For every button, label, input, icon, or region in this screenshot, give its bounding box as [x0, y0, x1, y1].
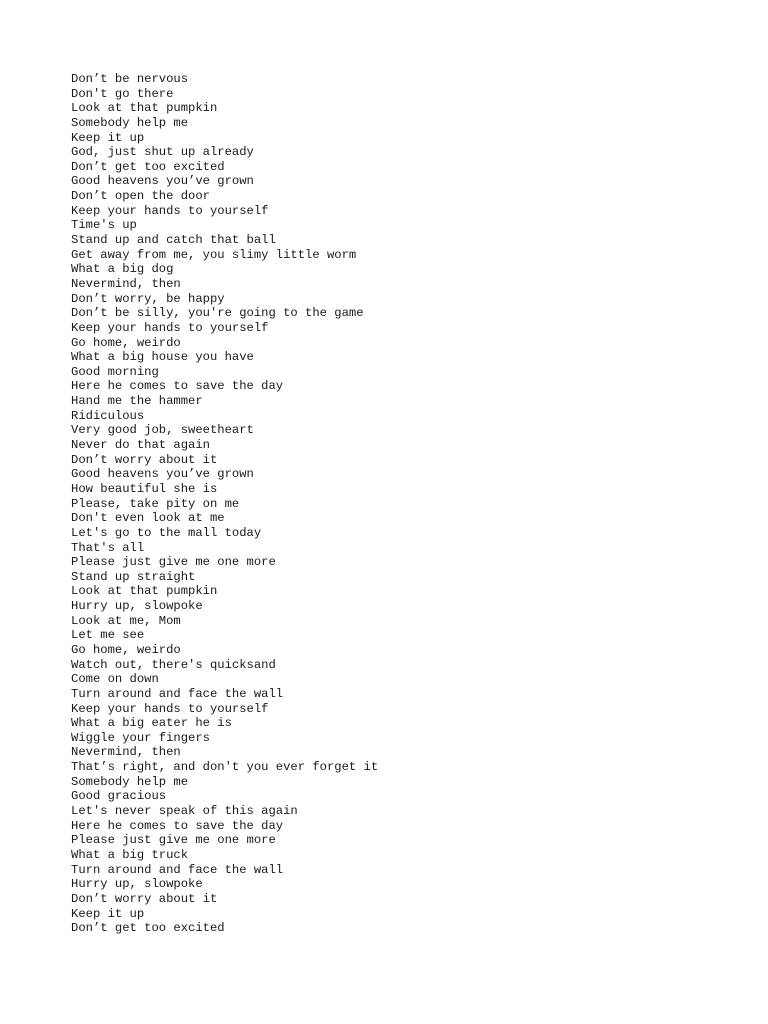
text-line: Keep your hands to yourself: [71, 203, 269, 218]
text-line: Don’t be nervous: [71, 72, 189, 86]
text-line: Let me see: [71, 628, 145, 643]
text-line: Stand up and catch that ball: [71, 233, 276, 248]
text-line: How beautiful she is: [71, 481, 218, 496]
text-line: That's all: [71, 540, 145, 555]
text-line: Somebody help me: [71, 774, 189, 789]
text-line: Nevermind, then: [71, 276, 181, 291]
text-line: Here he comes to save the day: [71, 379, 284, 394]
text-line: God, just shut up already: [71, 145, 254, 160]
text-line: What a big dog: [71, 262, 174, 277]
text-line: Don’t get too excited: [71, 921, 225, 936]
text-line: What a big eater he is: [71, 716, 232, 731]
text-line: Wiggle your fingers: [71, 730, 210, 745]
text-line: Keep your hands to yourself: [71, 320, 269, 335]
text-line: Come on down: [71, 672, 159, 687]
text-line: Don't go there: [71, 86, 174, 101]
text-line: Look at that pumpkin: [71, 101, 218, 116]
text-line: Never do that again: [71, 438, 210, 453]
text-line: Go home, weirdo: [71, 335, 181, 350]
text-line: Please, take pity on me: [71, 496, 240, 511]
text-line: Please just give me one more: [71, 555, 276, 570]
text-line: Nevermind, then: [71, 745, 181, 760]
phrase-list: [71, 72, 378, 936]
text-line: Get away from me, you slimy little worm: [71, 247, 357, 262]
text-line: Hand me the hammer: [71, 394, 203, 409]
text-line: Turn around and face the wall: [71, 686, 284, 701]
text-line: Time's up: [71, 218, 137, 233]
text-line: Don’t worry about it: [71, 891, 218, 906]
text-line: Good heavens you’ve grown: [71, 467, 254, 482]
text-line: Stand up straight: [71, 569, 196, 584]
text-line: Don’t be silly, you're going to the game: [71, 306, 364, 321]
text-line: Keep it up: [71, 130, 145, 145]
text-line: Don’t worry about it: [71, 452, 218, 467]
text-line: Watch out, there's quicksand: [71, 657, 276, 672]
text-line: Ridiculous: [71, 408, 145, 423]
text-line: Look at that pumpkin: [71, 584, 218, 599]
text-line: What a big truck: [71, 847, 189, 862]
text-line: Somebody help me: [71, 115, 189, 130]
text-line: Good morning: [71, 364, 159, 379]
text-line: Don’t open the door: [71, 189, 210, 204]
text-line: Hurry up, slowpoke: [71, 599, 203, 614]
text-line: Go home, weirdo: [71, 642, 181, 657]
text-line: Turn around and face the wall: [71, 862, 284, 877]
text-line: Please just give me one more: [71, 833, 276, 848]
text-line: Here he comes to save the day: [71, 818, 284, 833]
text-line: Good heavens you’ve grown: [71, 174, 254, 189]
text-line: Very good job, sweetheart: [71, 423, 254, 438]
text-line: Don’t get too excited: [71, 159, 225, 174]
text-line: Let's never speak of this again: [71, 804, 298, 819]
text-line: Don’t worry, be happy: [71, 291, 225, 306]
text-line: Good gracious: [71, 789, 167, 804]
text-line: What a big house you have: [71, 350, 254, 365]
text-line: Don't even look at me: [71, 511, 225, 526]
text-line: Let's go to the mall today: [71, 525, 262, 540]
text-line: Hurry up, slowpoke: [71, 877, 203, 892]
text-line: Look at me, Mom: [71, 613, 181, 628]
text-line: Keep your hands to yourself: [71, 701, 269, 716]
text-line: Keep it up: [71, 906, 145, 921]
text-line: That’s right, and don't you ever forget it: [71, 760, 379, 775]
